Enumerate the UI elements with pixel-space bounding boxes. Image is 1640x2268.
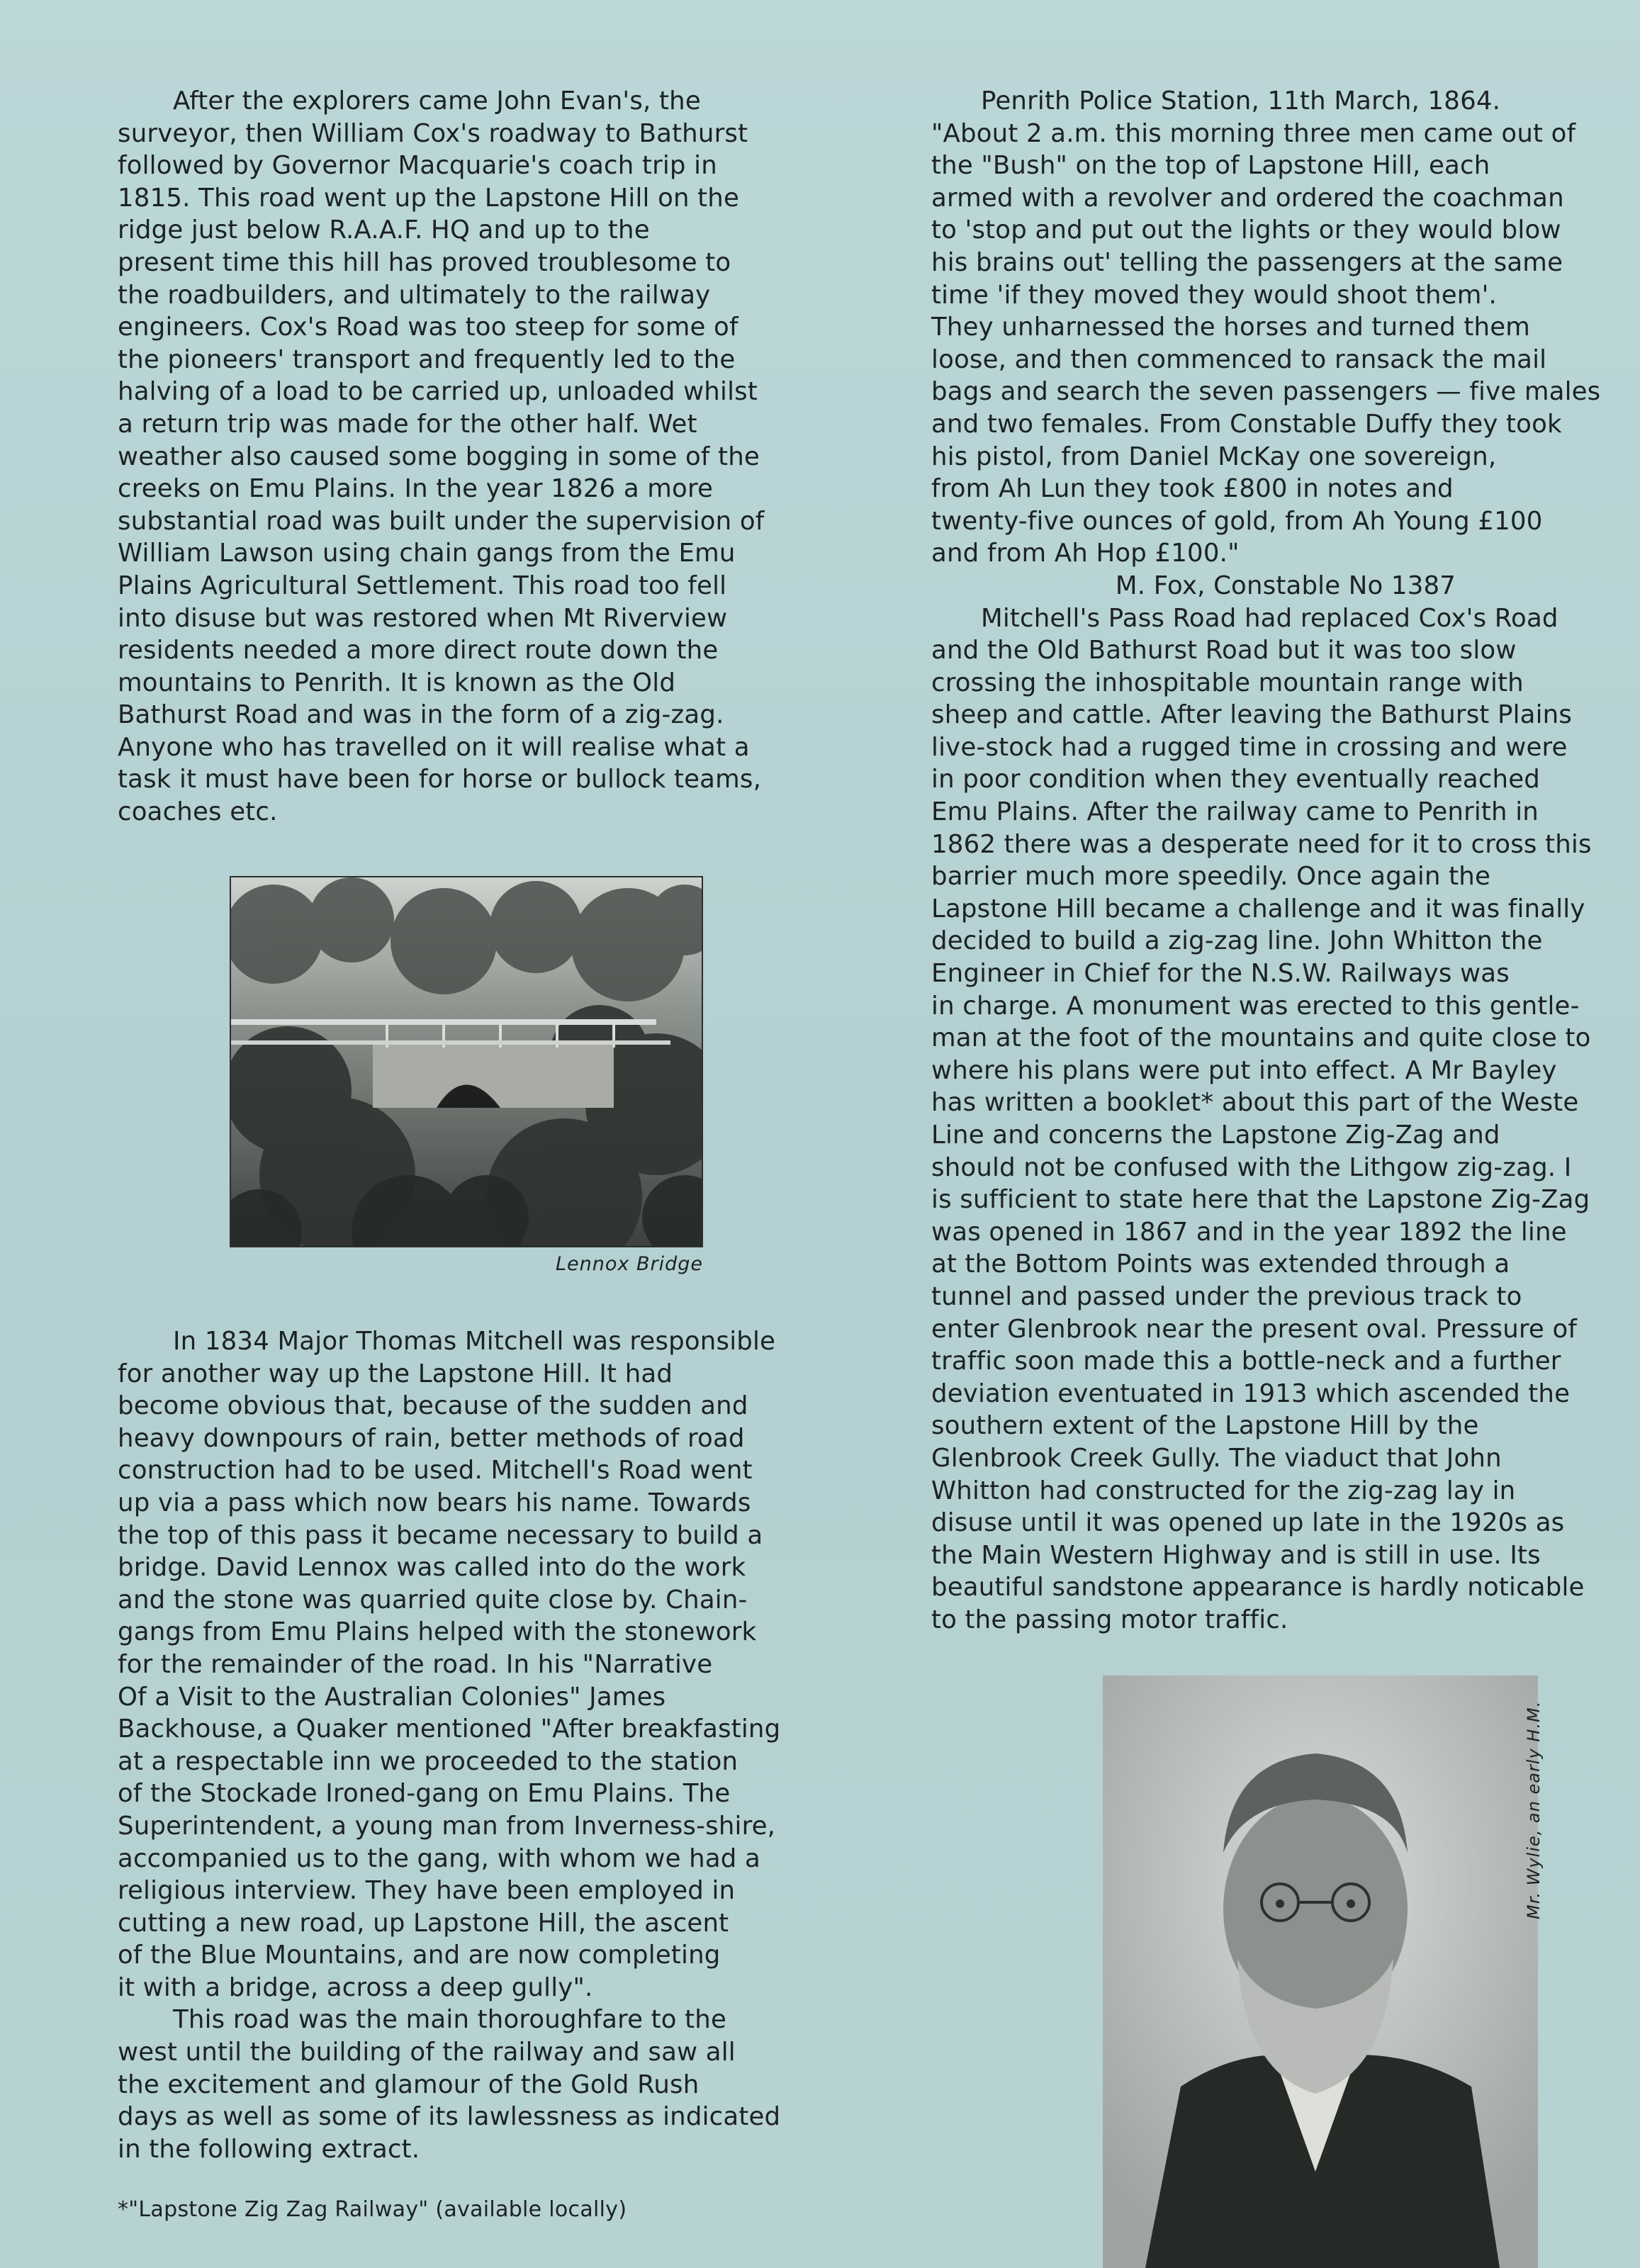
paragraph-roads-history: After the explorers came John Evan's, the surveyor, then William Cox's roadway to Bathurst followed by Governor Macquarie's coach trip in 1815. This road went up the Lapstone Hill on the ridge just below R.A.A.F. HQ and up to the present time this hill has proved troublesome to the roadbuilders, and ultimately to the railway engineers. Cox's Road was too steep for some of the pioneers' transport and frequently led to the halving of a load to be carried up, unloaded whilst a return trip was made for the other half. Wet weather also caused some bogging in some of the creeks on Emu Plains. In the year 1826 a more substantial road was built under the supervision of William Lawson using chain gangs from the Emu Plains Agricultural Settlement. This road too fell into disuse but was restored when Mt Riverview residents needed a more direct route down the mountains to Penrith. It is known as the Old Bathurst Road and was in the form of a zig-zag. Anyone who has travelled on it will realise what a task it must have been for horse or bullock teams, coaches etc. — [118, 86, 765, 827]
paragraph-thoroughfare: This road was the main thoroughfare to the west until the building of the railway and saw all the excitement and glamour of the Gold Rush days as well as some of its lawlessness as indicated in the following extract. — [118, 2005, 781, 2164]
paragraph-mitchell-road: In 1834 Major Thomas Mitchell was responsible for another way up the Lapstone Hill. It had become obvious that, because of the sudden and heavy downpours of rain, better methods of road construction had to be used. Mitchell's Road went up via a pass which now bears his name. Towards the top of this pass it became necessary to build a bridge. David Lennox was called into do the work and the stone was quarried quite close by. Chain- gangs from Emu Plains helped with the stonework for the remainder of the road. In his "Narrative Of a Visit to the Australian Colonies" James Backhouse, a Quaker mentioned "After breakfasting at a respectable inn we proceeded to the station of the Stockade Ironed-gang on Emu Plains. The Superintendent, a young man from Inverness-shire, accompanied us to the gang, with whom we had a religious interview. They have been employed in cutting a new road, up Lapstone Hill, the ascent of the Blue Mountains, and are now completing it with a bridge, across a deep gully". — [118, 1327, 781, 2002]
left-column-upper — [118, 85, 841, 829]
mr-wylie-portrait-photo — [1103, 1675, 1538, 2268]
left-column-lower — [118, 1325, 869, 2165]
report-signature: M. Fox, Constable No 1387 — [1115, 571, 1456, 600]
footnote: *"Lapstone Zig Zag Railway" (available locally) — [118, 2197, 627, 2222]
paragraph-railway-history: Mitchell's Pass Road had replaced Cox's Road and the Old Bathurst Road but it was too slow crossing the inhospitable mountain range with sheep and cattle. After leaving the Bathurst Plains live-stock had a rugged time in crossing and were in poor condition when they eventually reached Emu Plains. After the railway came to Penrith in 1862 there was a desperate need for it to cross this barrier much more speedily. Once again the Lapstone Hill became a challenge and it was finally decided to build a zig-zag line. John Whitton the Engineer in Chief for the N.S.W. Railways was in charge. A monument was erected to this gentle- man at the foot of the mountains and quite close to where his plans were put into effect. A Mr Bayley has written a booklet* about this part of the Weste Line and concerns the Lapstone Zig-Zag and should not be confused with the Lithgow zig-zag. I is sufficient to state here that the Lapstone Zig-Zag was opened in 1867 and in the year 1892 the line at the Bottom Points was extended through a tunnel and passed under the previous track to enter Glenbrook near the present oval. Pressure of traffic soon made this a bottle-neck and a further deviation eventuated in 1913 which ascended the southern extent of the Lapstone Hill by the Glenbrook Creek Gully. The viaduct that John Whitton had constructed for the zig-zag lay in disuse until it was opened up late in the 1920s as the Main Western Highway and is still in use. Its beautiful sandstone appearance is hardly noticable to the passing motor traffic. — [931, 603, 1592, 1634]
portrait-photo-caption: Mr. Wylie, an early H.M. — [1524, 1700, 1544, 1919]
right-column — [931, 85, 1640, 1637]
bridge-photo-caption: Lennox Bridge — [556, 1253, 703, 1275]
paragraph-police-report: Penrith Police Station, 11th March, 1864. "About 2 a.m. this morning three men came out of the "Bush" on the top of Lapstone Hill, each armed with a revolver and ordered the coachman to 'stop and put out the lights or they would blow his brains out' telling the passengers at the same time 'if they moved they would shoot them'. They unharnessed the horses and turned them loose, and then commenced to ransack the mail bags and search the seven passengers — five males and two females. From Constable Duffy they took his pistol, from Daniel McKay one sovereign, from Ah Lun they took £800 in notes and twenty-five ounces of gold, from Ah Young £100 and from Ah Hop £100." — [931, 86, 1601, 568]
lennox-bridge-photo — [230, 876, 703, 1247]
